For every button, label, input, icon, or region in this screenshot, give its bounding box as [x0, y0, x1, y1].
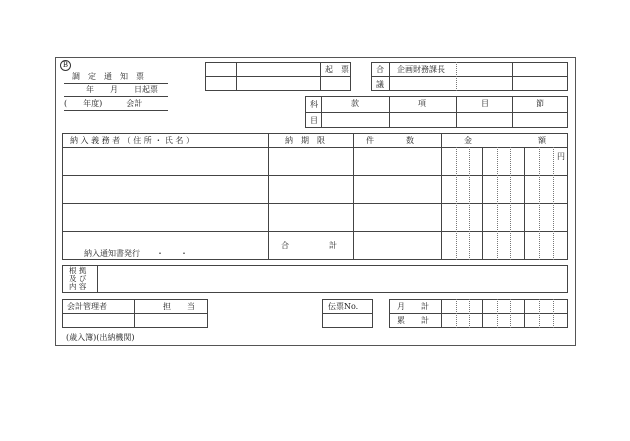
total-label: 合 計 [281, 241, 337, 250]
notice-issued: 納入通知書発行 ・ ・ [84, 249, 188, 258]
kihyo-vline-2 [320, 62, 321, 91]
col-line-payer [268, 133, 269, 260]
gougi-dept: 企画財務課長 [397, 65, 445, 74]
totals-hline [389, 313, 568, 314]
basis-label-2: 及 び [69, 274, 87, 283]
header-deadline: 納 期 限 [285, 136, 325, 145]
totals-digit-7 [539, 299, 540, 328]
totals-digit-2 [469, 299, 470, 328]
date-underline [64, 96, 168, 97]
cumulative-total-label: 累 計 [397, 316, 429, 325]
amount-digit-1 [456, 147, 457, 260]
row-line-2 [62, 203, 568, 204]
gougi-label-bottom: 議 [376, 80, 384, 89]
gougi-vline-2 [512, 62, 513, 91]
header-amount-right: 額 [538, 136, 546, 145]
subject-col-setsu: 節 [536, 99, 544, 108]
gougi-label-top: 合 [376, 65, 384, 74]
approval-vline [134, 299, 135, 328]
tanto-label: 担 当 [163, 302, 195, 311]
basis-box [62, 265, 568, 293]
voucher-hline [322, 313, 373, 314]
bottom-note: (歳入簿)(出納機関) [66, 333, 135, 342]
header-payer: 納 入 義 務 者 （ 住 所 ・ 氏 名 ） [70, 136, 194, 145]
header-count: 件 数 [366, 136, 414, 145]
amount-digit-7 [539, 147, 540, 260]
header-amount-left: 金 [464, 136, 472, 145]
amount-digit-5 [510, 147, 511, 260]
gougi-vline-1 [389, 62, 390, 91]
subject-hline [305, 112, 568, 113]
subject-label-top: 科 [310, 100, 318, 109]
row-line-1 [62, 175, 568, 176]
subject-vline-4 [512, 96, 513, 128]
col-line-count [441, 133, 442, 260]
col-line-deadline [353, 133, 354, 260]
kihyo-hline [205, 76, 351, 77]
amount-digit-2 [469, 147, 470, 260]
totals-digit-8 [553, 299, 554, 328]
subject-col-moku: 目 [481, 99, 489, 108]
totals-digit-5 [510, 299, 511, 328]
approval-hline [62, 313, 208, 314]
amount-digit-4 [497, 147, 498, 260]
gougi-hline [371, 76, 568, 77]
amount-digit-8 [553, 147, 554, 260]
monthly-total-label: 月 計 [397, 302, 429, 311]
gougi-vline-dotted [456, 62, 457, 91]
row-line-3 [62, 231, 568, 232]
kihyo-label: 起 票 [325, 65, 349, 74]
basis-label-1: 根 拠 [69, 266, 87, 275]
voucher-label: 伝票No. [328, 302, 359, 311]
basis-label-3: 内 容 [69, 282, 87, 291]
subject-vline-3 [456, 96, 457, 128]
year-underline [64, 110, 168, 111]
totals-digit-1 [456, 299, 457, 328]
date-line: 年 月 日起票 [86, 85, 158, 94]
amount-digit-6 [524, 147, 525, 260]
main-header-line [62, 147, 568, 148]
subject-vline-2 [389, 96, 390, 128]
totals-digit-3 [482, 299, 483, 328]
basis-vline [97, 265, 98, 293]
kihyo-vline-1 [236, 62, 237, 91]
subject-vline-1 [321, 96, 322, 128]
form-title: 調 定 通 知 票 [72, 72, 144, 81]
totals-vline [441, 299, 442, 328]
amount-digit-3 [482, 147, 483, 260]
subject-col-kan: 款 [351, 99, 359, 108]
form-mark: B [60, 60, 71, 71]
manager-label: 会計管理者 [67, 302, 107, 311]
title-underline [64, 83, 168, 84]
fiscal-year-line: ( 年度) 会計 [64, 99, 143, 108]
yen-unit: 円 [557, 152, 565, 161]
totals-digit-4 [497, 299, 498, 328]
subject-col-kou: 項 [418, 99, 426, 108]
totals-digit-6 [524, 299, 525, 328]
subject-label-bottom: 目 [310, 116, 318, 125]
